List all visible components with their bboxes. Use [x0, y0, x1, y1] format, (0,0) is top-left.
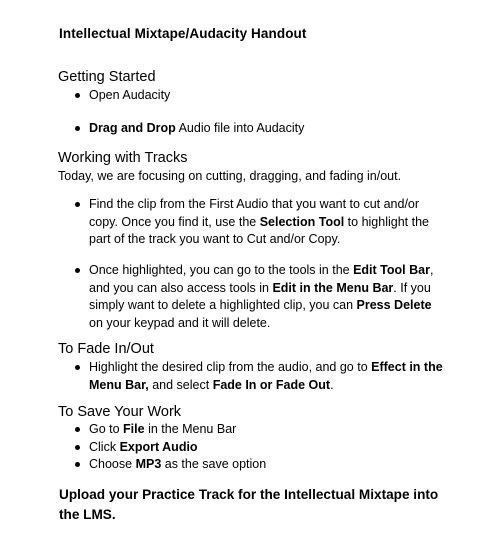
bold-text: Selection Tool	[259, 214, 345, 229]
list-item-text: Highlight the desired clip from the audio, and go to	[89, 360, 372, 374]
bold-text: Press Delete	[356, 298, 432, 313]
list-item-text: Find the clip from the First Audio that you want to cut and/or copy. Once you find it, use the	[89, 197, 420, 229]
heading-fade: To Fade In/Out	[58, 341, 154, 357]
list-item-text: Click	[89, 439, 120, 454]
list-item-text: Audio file into Audacity	[175, 121, 305, 135]
list-item	[58, 262, 448, 333]
list-item	[58, 196, 448, 249]
list-item-text: to highlight the part of the track you want to Cut and/or Copy.	[89, 214, 429, 247]
list-item-text: Open Audacity	[89, 88, 171, 102]
list-item-text: . If you simply want to delete a highlighted clip, you can	[89, 280, 431, 313]
list-item	[58, 421, 266, 439]
bold-text: Export Audio	[119, 439, 198, 454]
list-item	[58, 439, 266, 457]
list-item-text: in the Menu Bar	[144, 422, 237, 436]
list-item-text: .	[330, 377, 334, 392]
list-item-text: as the save option	[161, 457, 267, 472]
heading-save: To Save Your Work	[58, 404, 182, 420]
list-item	[58, 456, 266, 474]
bold-text: MP3	[135, 457, 162, 472]
list-item-text: Once highlighted, you can go to the tools in the	[89, 263, 354, 277]
getting-started-list-2	[58, 120, 304, 138]
document-title: Intellectual Mixtape/Audacity Handout	[59, 26, 307, 41]
list-item	[58, 359, 448, 394]
bold-text: Drag and Drop	[89, 121, 176, 135]
list-item-text: Go to	[89, 422, 124, 436]
list-item-text: Choose	[89, 457, 136, 472]
list-item	[58, 87, 170, 105]
list-item-text: and select	[148, 377, 213, 392]
heading-working-with-tracks: Working with Tracks	[58, 150, 188, 166]
tracks-intro: Today, we are focusing on cutting, dragging, and fading in/out.	[58, 169, 402, 183]
getting-started-list	[58, 87, 170, 105]
tracks-list-1	[58, 196, 448, 249]
bold-text: Edit in the Menu Bar	[272, 280, 394, 295]
list-item-text: on your keypad and it will delete.	[89, 316, 271, 331]
bold-text: Fade In or Fade Out	[212, 377, 331, 392]
upload-instruction: Upload your Practice Track for the Intellectual Mixtape into the LMS.	[59, 487, 439, 522]
bold-text: Edit Tool Bar	[353, 263, 430, 277]
save-list	[58, 421, 266, 474]
bold-text: Effect in the Menu Bar,	[89, 360, 443, 392]
heading-getting-started: Getting Started	[58, 69, 156, 85]
fade-list	[58, 359, 448, 394]
bold-text: File	[123, 422, 145, 436]
tracks-list-2	[58, 262, 448, 333]
list-item	[58, 120, 304, 138]
list-item-text: , and you can also access tools in	[89, 263, 434, 295]
